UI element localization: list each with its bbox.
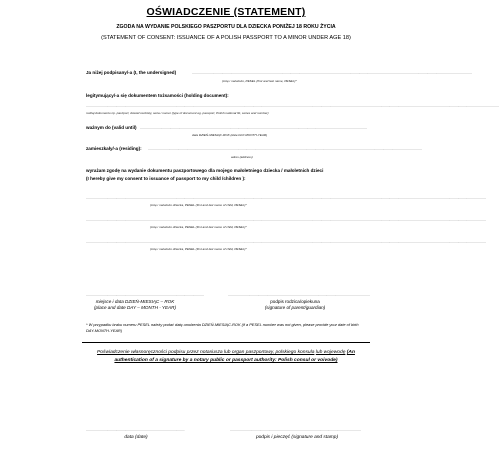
stamp-caption: podpis i pieczęć (signature and stamp)	[255, 435, 339, 440]
undersigned-hint: (imię i nazwisko, PESEL (first and last name, PESEL)*	[222, 79, 297, 83]
authentication-polish-b: lub wojewodę	[315, 350, 346, 355]
document-label: legitymujący/-a się dokumentem tożsamości (holding document):	[86, 93, 229, 98]
document-dots[interactable]: ...................................................................................................................................................................................................................................................................................................................................................................................................................................	[86, 104, 499, 108]
parent-signature-polish: podpis rodzica/opiekuna	[270, 299, 320, 304]
place-date-english: (place and date DAY – MONTH - YEAR)	[94, 305, 176, 311]
parent-signature-caption	[228, 299, 362, 311]
child-3-hint: (imię i nazwisko dziecka, PESEL (first and last name of child, PESEL)*	[150, 247, 247, 251]
valid-until-hint: data DZIEŃ-MIESIĄC-ROK (date DAY-MONTH-YEAR)	[192, 133, 268, 137]
undersigned-label: Ja niżej podpisany/-a (I, the undersigned)	[86, 70, 177, 75]
residing-label: zamieszkały/-a (residing):	[86, 146, 142, 151]
document-title: OŚWIADCZENIE (STATEMENT)	[146, 6, 306, 18]
stamp-dots[interactable]: .....................................................................................................................................	[230, 428, 362, 432]
undersigned-dots[interactable]: ............................................................................................................................................................................................................................................................................................	[192, 71, 472, 75]
child-2-hint: (imię i nazwisko dziecka, PESEL (first and last name of child, PESEL)*	[150, 225, 247, 229]
place-date-dots[interactable]: ........................................................................................................................	[86, 293, 205, 297]
authentication-english: (An authentication of a signature by a notary public or passport authority: Polish consul or voivode)	[114, 350, 355, 363]
child-2-dots[interactable]: ......................................................................................................................................................................................................................................................................................................................................................................................................................	[86, 218, 487, 222]
authentication-block	[84, 349, 368, 364]
parent-signature-dots[interactable]: ................................................................................................................................................	[228, 293, 370, 297]
document-hint: rodzaj dokumentu np. paszport, dowód osobisty, seria i numer (type of document eg. passport, Polish national ID, series and number)	[86, 111, 269, 115]
parent-signature-english: (signature of parent/guardian)	[264, 305, 326, 311]
place-date-caption	[80, 299, 190, 311]
subtitle-polish: ZGODA NA WYDANIE POLSKIEGO PASZPORTU DLA DZIECKA PONIŻEJ 18 ROKU ŻYCIA	[116, 24, 336, 30]
date-caption: data (date)	[124, 435, 148, 440]
authentication-polish-a: Poświadczenie własnoręczności podpisu przez notariusza lub organ paszportowy, polskiego konsula	[97, 350, 315, 355]
consent-line-english: (I hereby give my consent to issuance of passport to my child /children ):	[86, 176, 246, 181]
residing-hint: adres (address)	[231, 155, 253, 159]
place-date-polish: miejsce i data DZIEŃ-MIESIĄC – ROK	[95, 299, 175, 304]
valid-until-dots[interactable]: ......................................................................................................................................................................................................................................	[140, 126, 367, 130]
separator-line	[82, 342, 370, 343]
consent-line-polish: wyrażam zgodę na wydanie dokumentu paszportowego dla mojego małoletniego dziecka / małoletnich dzieci	[86, 168, 324, 173]
child-3-dots[interactable]: ......................................................................................................................................................................................................................................................................................................................................................................................................................	[86, 240, 487, 244]
date-dots[interactable]: ....................................................................................................	[86, 428, 185, 432]
child-1-dots[interactable]: ......................................................................................................................................................................................................................................................................................................................................................................................................................	[86, 196, 487, 200]
residing-dots[interactable]: ......................................................................................................................................................................................................................................................................................	[148, 147, 422, 151]
child-1-hint: (imię i nazwisko dziecka, PESEL (first and last name of child, PESEL)*	[150, 203, 247, 207]
valid-until-label: ważnym do (valid until)	[86, 125, 137, 130]
subtitle-english: (STATEMENT OF CONSENT: ISSUANCE OF A POLISH PASSPORT TO A MINOR UNDER AGE 18)	[101, 35, 351, 41]
pesel-footnote: * W przypadku braku numeru PESEL należy podać datę urodzenia DZIEŃ-MIESIĄC-ROK (if a PESEL number was not given, please provide your date of birth DAY-MONTH-YEAR)	[86, 322, 359, 333]
